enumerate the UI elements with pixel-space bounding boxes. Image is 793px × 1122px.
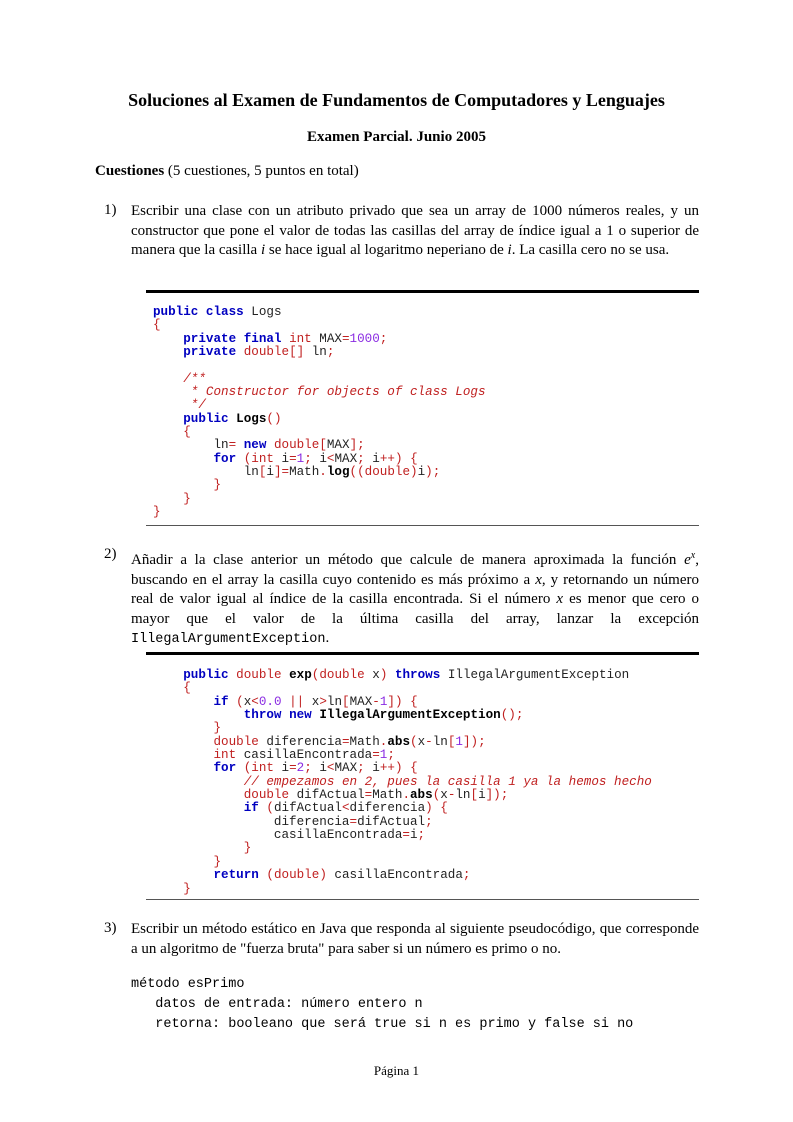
- section-note: (5 cuestiones, 5 puntos en total): [167, 163, 359, 179]
- code-block-2: public double exp(double x) throws IllegalArgumentException { if (x<0.0 || x>ln[MAX-1]) { throw new IllegalArgumentException(); } double diferencia=Math.abs(x-ln[1]); int casillaEncontrada=1; for (int i=2; i<MAX; i++) { // empezamos en 2, pues la casilla 1 ya la hemos hecho double difActual=Math.abs(x-ln[i]); if (difActual<diferencia) { diferencia=difActual; casillaEncontrada=i; } } return (double) casillaEncontrada; }: [183, 668, 652, 896]
- page-title: Soluciones al Examen de Fundamentos de Computadores y Lenguajes: [128, 90, 665, 110]
- question-1-number: 1): [104, 202, 117, 218]
- pseudocode-block: [131, 975, 633, 1035]
- question-2-text: Añadir a la clase anterior un método que calcule de manera aproximada la función $e^x$, buscando en el array la casilla cuyo contenido es más próximo a x, y retornando un número real de valor igual al índice de la casilla encontrada. Si el número x es menor que cero o mayor que el valor de la última casilla del array, lanzar la excepción IllegalArgumentException.: [131, 550, 699, 647]
- code-block-2-bottom-rule: [146, 899, 699, 900]
- page-subtitle: Examen Parcial. Junio 2005: [307, 129, 486, 145]
- pseudocode-line-3: retorna: booleano que será true si n es primo y false si no: [131, 1017, 634, 1032]
- code-block-1-top-rule: [146, 290, 699, 293]
- page-footer: Página 1: [373, 1063, 420, 1078]
- code-block-1-bottom-rule: [146, 525, 699, 526]
- code-block-1: public class Logs { private final int MAX=1000; private double[] ln; /** * Constructor for objects of class Logs */ public Logs() { ln= new double[MAX]; for (int i=1; i<MAX; i++) { ln[i]=Math.log((double)i); } } }: [153, 305, 486, 520]
- section-label: Cuestiones: [95, 163, 165, 179]
- code-block-2-top-rule: [146, 652, 699, 655]
- pseudocode-line-2: datos de entrada: número entero n: [131, 997, 423, 1012]
- pseudocode-line-1: método esPrimo: [131, 977, 245, 992]
- question-3-text: Escribir un método estático en Java que responda al siguiente pseudocódigo, que corresponde a un algoritmo de "fuerza bruta" para saber si un número es primo o no.: [131, 921, 699, 957]
- question-3-number: 3): [104, 920, 117, 936]
- question-2-number: 2): [104, 546, 117, 562]
- section-heading: [95, 163, 359, 180]
- question-1-text: Escribir una clase con un atributo privado que sea un array de 1000 números reales, y un constructor que pone el valor de todas las casillas del array de índice igual a 1 o superior de manera que la casilla i se hace igual al logaritmo neperiano de i. La casilla cero no se usa.: [131, 203, 699, 258]
